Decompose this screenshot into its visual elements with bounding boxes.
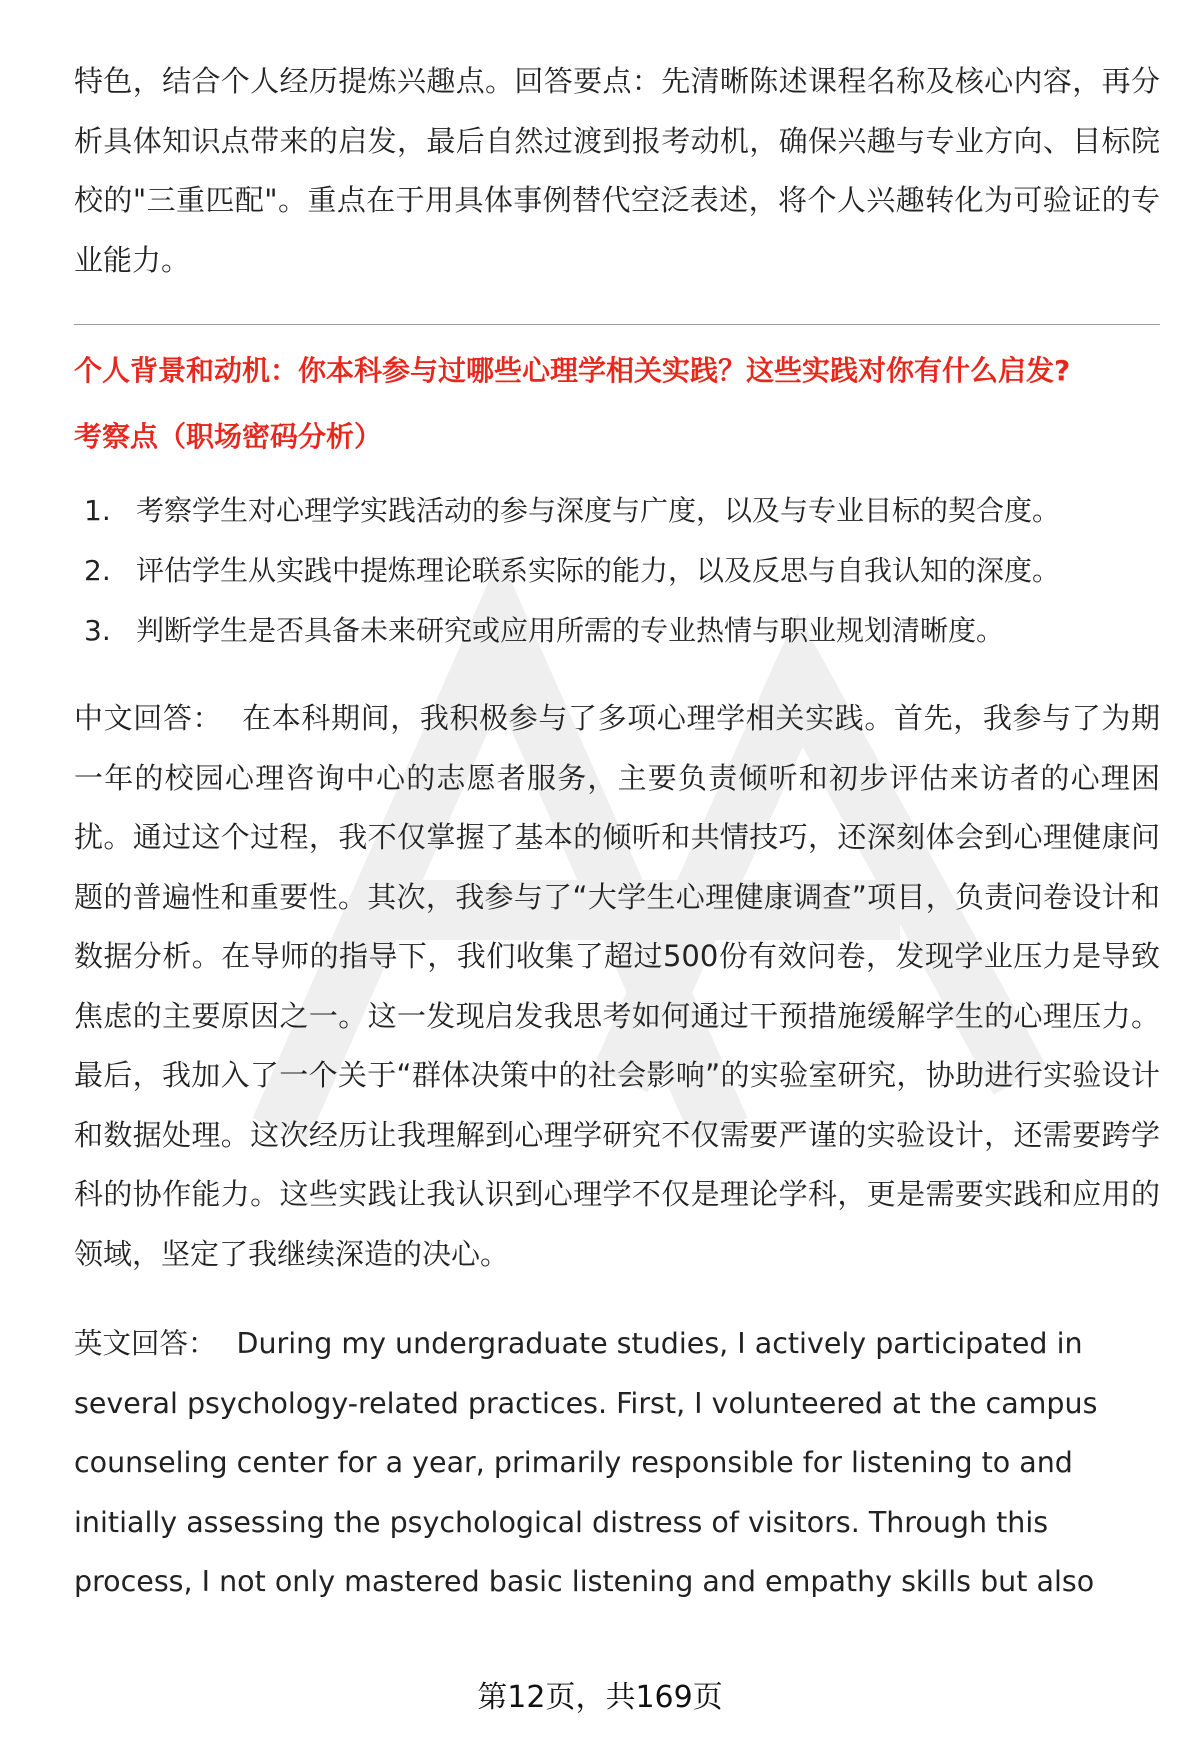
list-text: 考察学生对心理学实践活动的参与深度与广度，以及与专业目标的契合度。: [136, 494, 1061, 527]
list-item: [74, 541, 1160, 601]
question-heading: 个人背景和动机：你本科参与过哪些心理学相关实践？这些实践对你有什么启发?: [74, 354, 1071, 387]
list-text: 评估学生从实践中提炼理论联系实际的能力，以及反思与自我认知的深度。: [136, 554, 1061, 587]
list-text: 判断学生是否具备未来研究或应用所需的专业热情与职业规划清晰度。: [136, 614, 1005, 647]
page-number-footer: 第12页，共169页: [477, 1680, 723, 1715]
document-page: [74, 52, 1160, 1612]
list-item: [74, 481, 1160, 541]
assessment-points-list: [74, 481, 1160, 661]
english-answer: [74, 1314, 1160, 1612]
chinese-answer-text: 在本科期间，我积极参与了多项心理学相关实践。首先，我参与了为期一年的校园心理咨询中心的志愿者服务，主要负责倾听和初步评估来访者的心理困扰。通过这个过程，我不仅掌握了基本的倾听和共情技巧，还深刻体会到心理健康问题的普遍性和重要性。其次，我参与了“大学生心理健康调查”项目，负责问卷设计和数据分析。在导师的指导下，我们收集了超过500份有效问卷，发现学业压力是导致焦虑的主要原因之一。这一发现启发我思考如何通过干预措施缓解学生的心理压力。最后，我加入了一个关于“群体决策中的社会影响”的实验室研究，协助进行实验设计和数据处理。这次经历让我理解到心理学研究不仅需要严谨的实验设计，还需要跨学科的协作能力。这些实践让我认识到心理学不仅是理论学科，更是需要实践和应用的领域，坚定了我继续深造的决心。: [74, 701, 1160, 1271]
english-answer-label: 英文回答：: [74, 1327, 217, 1360]
chinese-answer-label: 中文回答：: [74, 701, 223, 735]
chinese-answer: [74, 689, 1160, 1284]
list-number: 3.: [84, 614, 111, 647]
list-number: 2.: [84, 554, 111, 587]
english-answer-text: During my undergraduate studies, I actively participated in several psychology-related practices. First, I volunteered at the campus counseling center for a year, primarily responsible for listening to and initially assessing the psychological distress of visitors. Through this process, I not only mastered basic listening and empathy skills but also: [74, 1327, 1098, 1598]
list-number: 1.: [84, 494, 111, 527]
list-item: [74, 601, 1160, 661]
assessment-heading: 考察点（职场密码分析）: [74, 420, 383, 453]
section-divider: [74, 324, 1160, 325]
intro-paragraph: 特色，结合个人经历提炼兴趣点。回答要点：先清晰陈述课程名称及核心内容，再分析具体知识点带来的启发，最后自然过渡到报考动机，确保兴趣与专业方向、目标院校的"三重匹配"。重点在于用具体事例替代空泛表述，将个人兴趣转化为可验证的专业能力。: [74, 64, 1160, 277]
